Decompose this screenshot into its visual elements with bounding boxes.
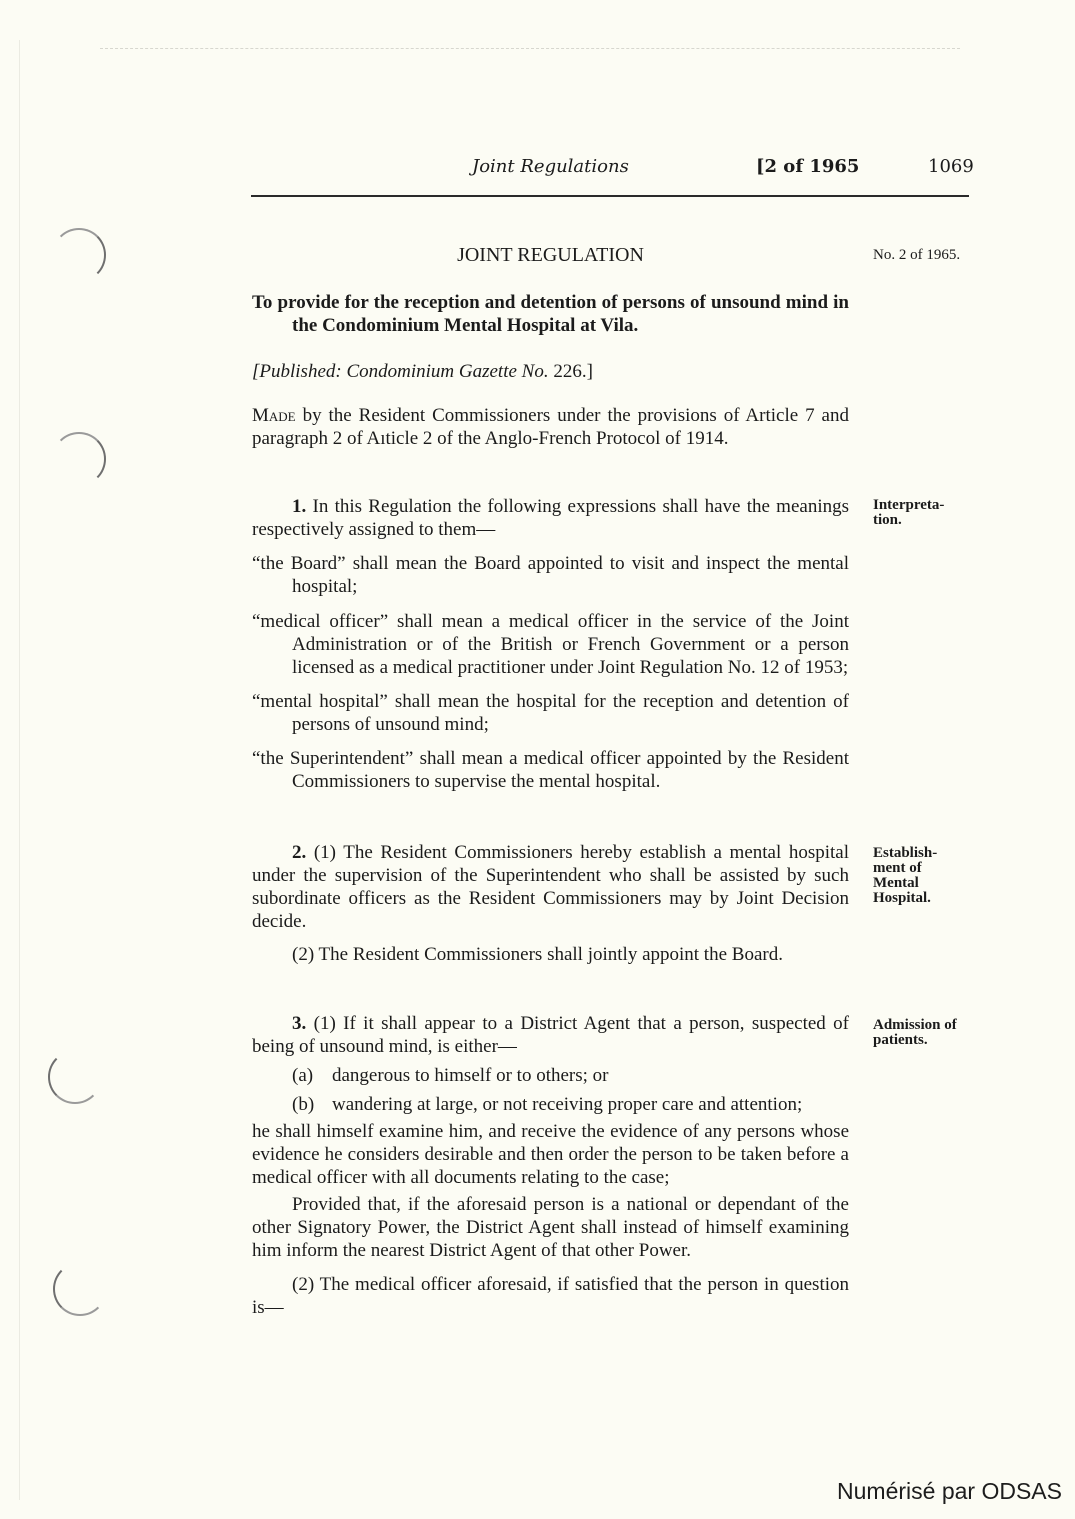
section-1 — [252, 495, 849, 793]
document-heading-block — [252, 244, 849, 267]
section-3-number: 3. — [292, 1013, 307, 1034]
section-3-proviso: Provided that, if the aforesaid person is a national or dependant of the other Signatory Power, the District Agent shall instead of himself examining him inform the nearest District Agent of that other Power. — [252, 1194, 849, 1261]
published-number: 226.] — [548, 361, 593, 382]
section-1-intro-text: In this Regulation the following expressions shall have the meanings respectively assigned to them— — [252, 496, 849, 540]
page-margin-line — [19, 40, 20, 1500]
section-3-sub1 — [252, 1012, 849, 1058]
item-b-label: (b) — [292, 1094, 315, 1115]
margin-note-establishment: Establish-ment of Mental Hospital. — [873, 845, 938, 906]
section-2-sub1 — [252, 841, 849, 933]
punch-hole-3 — [48, 1050, 102, 1104]
enacting-text: by the Resident Commissioners under the provisions of Article 7 and paragraph 2 of Aıticle 2 of the Anglo-French Protocol of 1914. — [252, 405, 849, 449]
section-3-sub1-text: (1) If it shall appear to a District Agent that a person, suspected of being of unsound mind, is either— — [252, 1013, 849, 1057]
definition-board: “the Board” shall mean the Board appointed to visit and inspect the mental hospital; — [252, 553, 849, 597]
margin-note-interpretation: Interpreta-tion. — [873, 497, 945, 528]
enacting-first-word: Made — [252, 405, 296, 426]
enacting-clause — [252, 404, 849, 450]
margin-note-reg-number: No. 2 of 1965. — [873, 247, 961, 263]
page-number: 1069 — [928, 156, 974, 177]
document-subheading: To provide for the reception and detention of persons of unsound mind in the Condominium Mental Hospital at Vila. — [252, 292, 849, 336]
running-header-reg-number: [2 of 1965 — [756, 156, 860, 177]
section-3-item-a — [252, 1064, 849, 1087]
item-a-label: (a) — [292, 1065, 314, 1086]
item-b-text: wandering at large, or not receiving proper care and attention; — [332, 1094, 803, 1115]
punch-hole-4 — [53, 1262, 107, 1316]
margin-note-admission: Admission of patients. — [873, 1017, 957, 1048]
section-3-sub2: (2) The medical officer aforesaid, if satisfied that the person in question is— — [252, 1274, 849, 1318]
published-block — [252, 360, 849, 383]
page-top-edge — [100, 48, 960, 49]
section-2-sub1-text: (1) The Resident Commissioners hereby establish a mental hospital under the supervision of the Superintendent who shall be assisted by such subordinate officers as the Resident Commissioners may by Joint Decision decide. — [252, 842, 849, 932]
section-1-number: 1. — [292, 496, 307, 517]
definition-mental-hospital: “mental hospital” shall mean the hospital for the reception and detention of persons of unsound mind; — [252, 691, 849, 735]
running-header-title: Joint Regulations — [472, 156, 629, 177]
section-2-sub2: (2) The Resident Commissioners shall jointly appoint the Board. — [292, 944, 783, 965]
digitization-credit: Numérisé par ODSAS — [837, 1478, 1062, 1504]
section-3-item-b — [252, 1093, 849, 1116]
subheading-block — [252, 291, 849, 337]
published-note — [252, 360, 849, 383]
header-rule — [251, 195, 969, 197]
punch-hole-1 — [52, 228, 106, 282]
definition-superintendent: “the Superintendent” shall mean a medical officer appointed by the Resident Commissioners to supervise the mental hospital. — [252, 748, 849, 792]
section-3 — [252, 1012, 849, 1319]
section-2-number: 2. — [292, 842, 307, 863]
document-heading: JOINT REGULATION — [457, 244, 644, 266]
section-3-after-items: he shall himself examine him, and receive the evidence of any persons whose evidence he considers desirable and then order the person to be taken before a medical officer with all documents relating to the case; — [252, 1121, 849, 1188]
published-gazette: [Published: Condominium Gazette No. — [252, 361, 549, 382]
definition-medical-officer: “medical officer” shall mean a medical officer in the service of the Joint Administration or of the British or French Government or a person licensed as a medical practitioner under Joint Regulation No. 12 of 1953; — [252, 611, 849, 678]
section-1-intro — [252, 495, 849, 541]
item-a-text: dangerous to himself or to others; or — [332, 1065, 609, 1086]
section-2 — [252, 841, 849, 966]
enacting-clause-block — [252, 404, 849, 450]
punch-hole-2 — [52, 432, 106, 486]
